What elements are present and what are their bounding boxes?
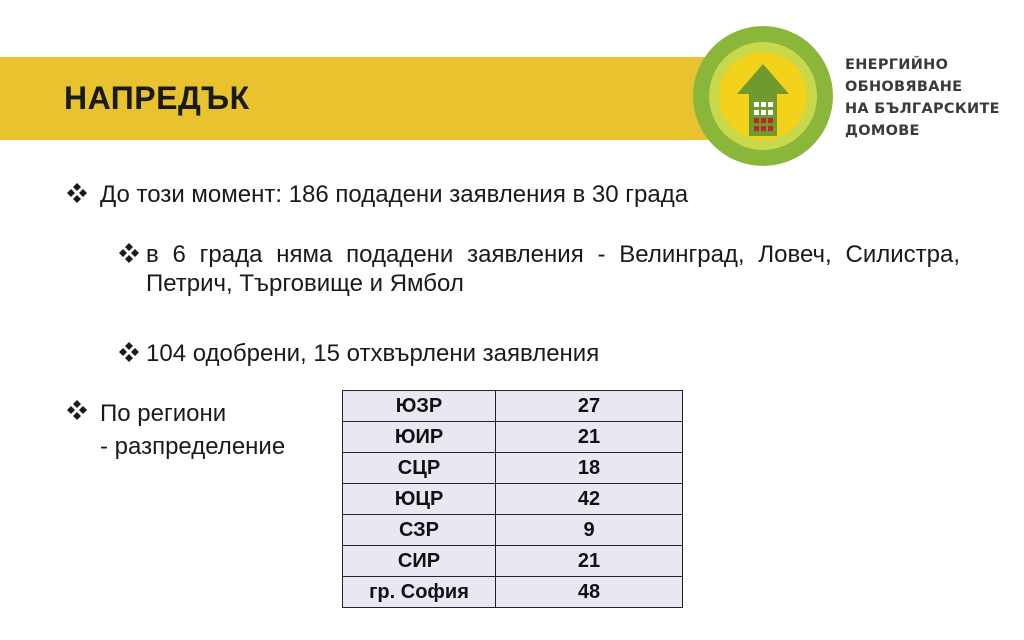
logo-line: ДОМОВЕ [845, 123, 920, 139]
logo-line: ОБНОВЯВАНЕ [845, 79, 963, 95]
table-row [343, 453, 683, 484]
table-row [343, 515, 683, 546]
logo-line: ЕНЕРГИЙНО [845, 57, 949, 73]
logo-text [845, 54, 1000, 142]
house-with-arrow-logo-icon [688, 24, 838, 168]
bullet-text: 104 одобрени, 15 отхвърлени заявления [146, 340, 600, 367]
region-cell: ЮИР [343, 422, 496, 453]
table-row [343, 422, 683, 453]
region-cell: ЮЗР [343, 391, 496, 422]
count-cell: 48 [496, 577, 683, 608]
count-cell: 21 [496, 422, 683, 453]
four-diamond-bullet-icon [66, 399, 88, 421]
four-diamond-bullet-icon [118, 242, 140, 264]
count-cell: 18 [496, 453, 683, 484]
bullet-line: По региони [100, 400, 227, 427]
count-cell: 27 [496, 391, 683, 422]
table-row [343, 546, 683, 577]
table-row [343, 484, 683, 515]
count-cell: 9 [496, 515, 683, 546]
region-cell: СИР [343, 546, 496, 577]
count-cell: 42 [496, 484, 683, 515]
region-cell: ЮЦР [343, 484, 496, 515]
logo-line: НА БЪЛГАРСКИТЕ [845, 101, 1000, 117]
page-title: НАПРЕДЪК [64, 80, 250, 116]
bullet-line: - разпределение [100, 433, 286, 460]
regions-table [342, 390, 683, 608]
count-cell: 21 [496, 546, 683, 577]
bullet-text: До този момент: 186 подадени заявления в 30 града [100, 181, 689, 208]
table-row [343, 577, 683, 608]
bullet-text [100, 397, 285, 463]
four-diamond-bullet-icon [118, 341, 140, 363]
region-cell: СЗР [343, 515, 496, 546]
four-diamond-bullet-icon [66, 182, 88, 204]
table-row [343, 391, 683, 422]
region-cell: СЦР [343, 453, 496, 484]
region-cell: гр. София [343, 577, 496, 608]
bullet-text: в 6 града няма подадени заявления - Велинград, Ловеч, Силистра, Петрич, Търговище и Ямбол [146, 241, 960, 297]
